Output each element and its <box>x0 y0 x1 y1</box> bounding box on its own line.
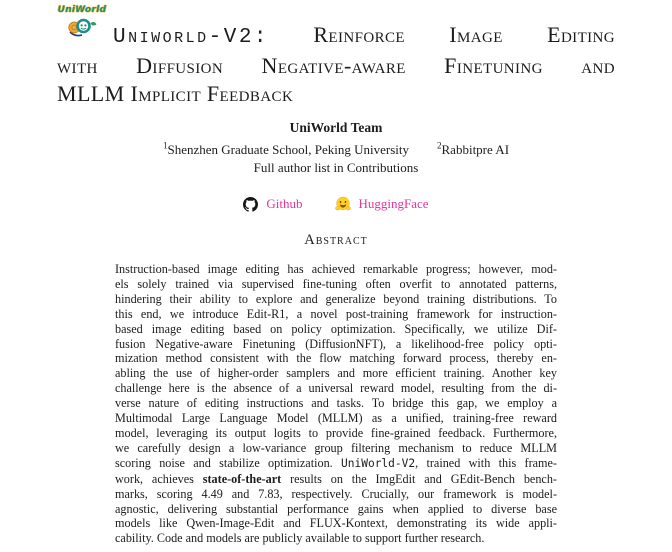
title-line-3: MLLM Implicit Feedback <box>57 81 294 106</box>
abstract-line: this end, we introduce Edit-R1, a novel post-training framework for instruction- <box>115 306 557 321</box>
abstract-line-sota: work, achieves state-of-the-art results on the ImgEdit and GEdit-Bench bench- <box>115 471 557 486</box>
github-link-label: Github <box>266 196 303 211</box>
huggingface-link[interactable] <box>335 196 429 212</box>
affiliation-1-sup: 1 <box>162 140 168 151</box>
affiliation-2: $^2$Rabbitpre AI <box>437 140 510 157</box>
abstract-line-model-name: scoring noise and stabilize optimization. UniWorld-V2, trained with this frame- <box>115 455 557 470</box>
abstract-line: cability. Code and models are publicly available to support further research. <box>115 531 485 546</box>
abstract-line: models like Qwen-Image-Edit and FLUX-Kontext, demonstrating its wide appli- <box>115 516 557 531</box>
author-team: UniWorld Team <box>289 120 383 135</box>
abstract-line: based image editing based on policy optimization. Specifically, we utilize Dif- <box>115 321 557 336</box>
abstract-line: marks, scoring 4.49 and 7.83, respectively. Crucially, our framework is model- <box>115 486 557 501</box>
abstract-line: challenge here is the absence of a universal reward model, resulting from the di- <box>115 381 557 396</box>
paper-title <box>57 21 615 108</box>
abstract-body <box>115 262 557 546</box>
affiliation-1: $^1$Shenzhen Graduate School, Peking University <box>162 140 410 157</box>
author-note: Full author list in Contributions <box>253 160 419 175</box>
uniworld-logo-emblem-icon <box>67 16 97 38</box>
abstract-line: abling the use of higher-order samplers and more efficient training. Another key <box>115 366 557 381</box>
huggingface-icon <box>335 196 351 212</box>
github-link[interactable] <box>243 196 302 212</box>
author-block <box>0 119 672 176</box>
affiliations <box>0 142 672 158</box>
huggingface-link-label: HuggingFace <box>358 196 429 211</box>
abstract-line: we carefully design a low-variance group filtering mechanism to reduce MLLM <box>115 440 557 455</box>
title-line-1 <box>57 21 615 52</box>
uniworld-logo <box>56 6 108 38</box>
title-model-name: Uniworld-V2: <box>113 26 270 49</box>
title-line-2: with Diffusion Negative-aware Finetuning and <box>57 53 615 78</box>
uniworld-logo-text: UniWorld <box>57 5 107 15</box>
links-row <box>0 196 672 212</box>
abstract-line: els solely trained via supervised fine-tuning often overfit to annotated patterns, <box>115 276 557 291</box>
sota-bold: state-of-the-art <box>202 471 282 486</box>
abstract-line: Multimodal Large Language Model (MLLM) as a unified, training-free reward <box>115 411 557 426</box>
abstract-line: mization method consistent with the flow matching forward process, thereby en- <box>115 351 557 366</box>
abstract-line: fusion Negative-aware Finetuning (DiffusionNFT), a likelihood-free policy opti- <box>115 336 557 351</box>
abstract-line: verse nature of editing instructions and tasks. To bridge this gap, we employ a <box>115 396 557 411</box>
model-name-tt: UniWorld-V2 <box>341 456 416 470</box>
title-line-1-text: Reinforce Image Editing <box>313 22 615 47</box>
affiliation-2-sup: 2 <box>437 140 442 151</box>
abstract-line: model, leveraging its output logits to provide fine-grained feedback. Furthermore, <box>115 425 557 440</box>
abstract-heading: Abstract <box>304 232 368 248</box>
abstract-line: agnostic, delivering substantial performance gains when applied to diverse base <box>115 501 557 516</box>
abstract-line: hindering their ability to explore and generalize beyond training distributions. To <box>115 291 557 306</box>
github-icon <box>243 197 258 212</box>
abstract-line: Instruction-based image editing has achieved remarkable progress; however, mod- <box>115 262 557 276</box>
